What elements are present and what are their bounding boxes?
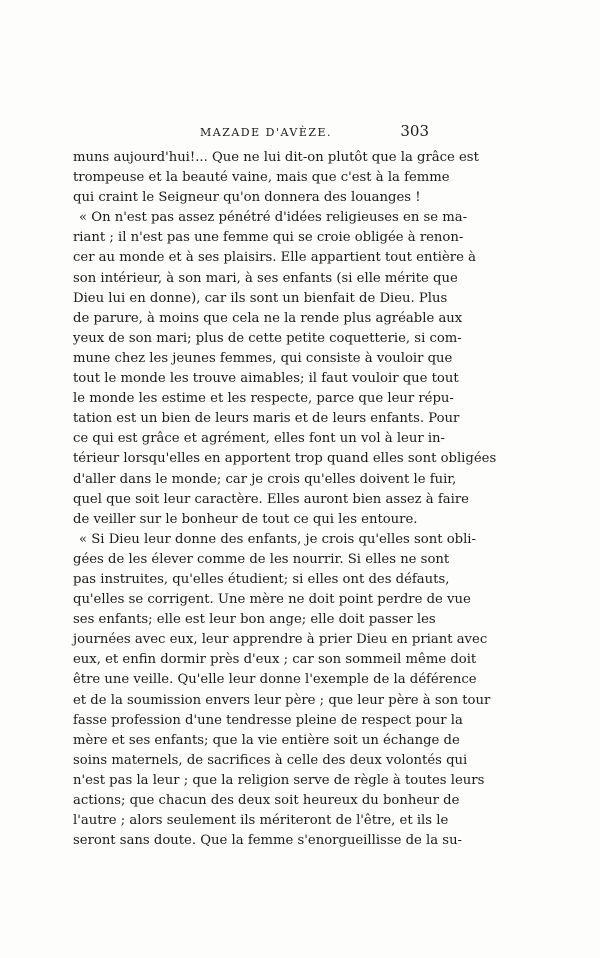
running-head: MAZADE D'AVÈZE. — [200, 126, 333, 139]
text-line: être une veille. Qu'elle leur donne l'exemple de la déférence — [73, 672, 477, 688]
text-line: pas instruites, qu'elles étudient; si elles ont des défauts, — [73, 571, 450, 587]
text-line: quel que soit leur caractère. Elles auront bien assez à faire — [73, 491, 469, 507]
body-text — [73, 148, 497, 851]
text-line: riant ; il n'est pas une femme qui se croie obligée à renon- — [73, 230, 464, 246]
page-number: 303 — [400, 122, 429, 140]
text-line: muns aujourd'hui!... Que ne lui dit-on plutôt que la grâce est — [73, 150, 479, 165]
text-line: n'est pas la leur ; que la religion serve de règle à toutes leurs — [73, 772, 485, 788]
text-line: ce qui est grâce et agrément, elles font un vol à leur in- — [73, 431, 445, 447]
text-line: tout le monde les trouve aimables; il faut vouloir que tout — [73, 371, 459, 387]
text-line: et de la soumission envers leur père ; que leur père à son tour — [73, 692, 491, 708]
text-line: l'autre ; alors seulement ils mériteront de l'être, et ils le — [73, 813, 449, 829]
text-line: gées de les élever comme de les nourrir. Si elles ne sont — [73, 551, 450, 567]
text-line: de veiller sur le bonheur de tout ce qui les entoure. — [73, 511, 418, 527]
text-line: mune chez les jeunes femmes, qui consiste à vouloir que — [73, 350, 453, 366]
text-line: qu'elles se corrigent. Une mère ne doit point perdre de vue — [73, 592, 471, 608]
page-header — [73, 122, 429, 142]
text-line: actions; que chacun des deux soit heureux du bonheur de — [73, 793, 460, 808]
text-line: journées avec eux, leur apprendre à prier Dieu en priant avec — [73, 632, 488, 648]
text-line: le monde les estime et les respecte, parce que leur répu- — [73, 391, 454, 407]
text-line: son intérieur, à son mari, à ses enfants (si elle mérite que — [73, 270, 458, 286]
text-line: soins maternels, de sacrifices à celle des deux volontés qui — [73, 752, 468, 768]
text-line: trompeuse et la beauté vaine, mais que c'est à la femme — [73, 170, 450, 186]
text-line: Dieu lui en donne), car ils sont un bienfait de Dieu. Plus — [73, 290, 448, 306]
text-line: cer au monde et à ses plaisirs. Elle appartient tout entière à — [73, 250, 476, 266]
text-line: « Si Dieu leur donne des enfants, je crois qu'elles sont obli- — [79, 531, 476, 547]
text-line: qui craint le Seigneur qu'on donnera des louanges ! — [73, 190, 421, 206]
text-line: yeux de son mari; plus de cette petite coquetterie, si com- — [73, 330, 462, 346]
text-line: « On n'est pas assez pénétré d'idées religieuses en se ma- — [79, 210, 468, 226]
text-line: seront sans doute. Que la femme s'enorgueillisse de la su- — [73, 833, 463, 849]
text-line: eux, et enfin dormir près d'eux ; car son sommeil même doit — [73, 652, 477, 668]
text-line: d'aller dans le monde; car je crois qu'elles doivent le fuir, — [73, 471, 457, 487]
text-line: ses enfants; elle est leur bon ange; elle doit passer les — [73, 612, 436, 628]
text-line: de parure, à moins que cela ne la rende plus agréable aux — [73, 310, 463, 326]
text-line: fasse profession d'une tendresse pleine de respect pour la — [73, 712, 463, 728]
text-line: mère et ses enfants; que la vie entière soit un échange de — [73, 732, 460, 748]
text-line: tation est un bien de leurs maris et de leurs enfants. Pour — [73, 411, 460, 427]
text-line: térieur lorsqu'elles en apportent trop quand elles sont obligées — [73, 451, 497, 467]
